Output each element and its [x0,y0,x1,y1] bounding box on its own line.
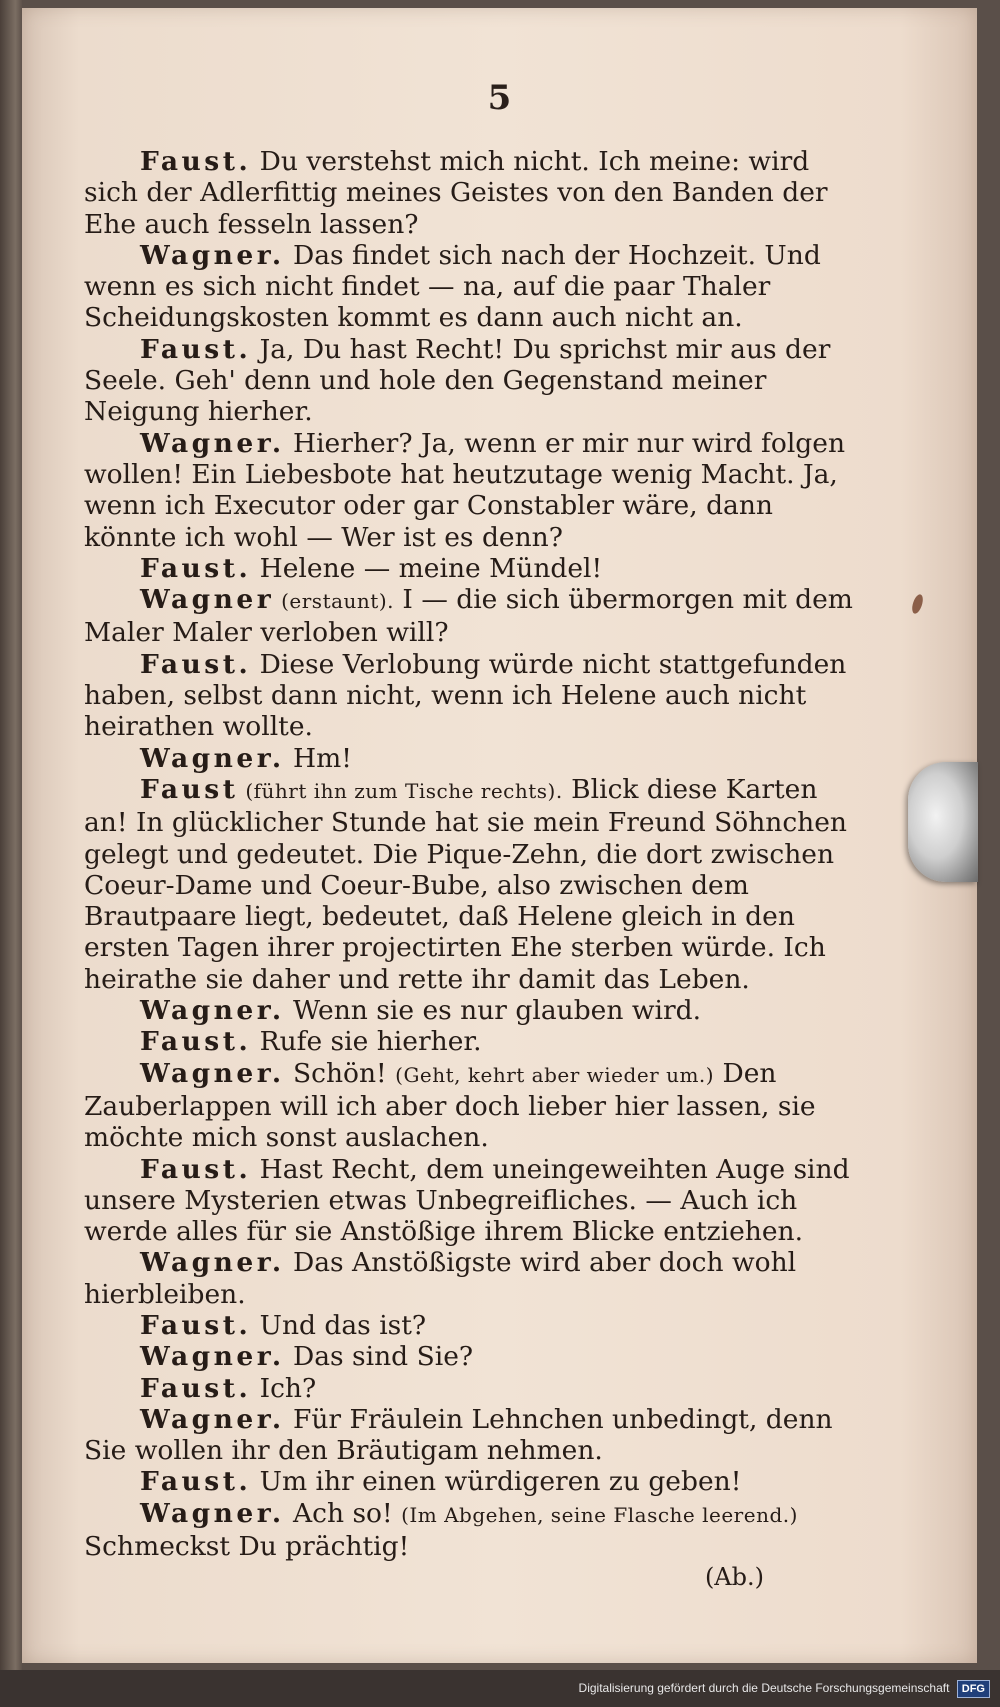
speaker-name: Faust. [140,1026,252,1058]
speaker-name: Faust. [140,1372,252,1404]
dialogue-text: Das findet sich nach der Hochzeit. Und wenn es sich nicht findet — na, auf die paar Thaler Scheidungskosten kommt es dann auch nicht an. [84,239,821,334]
dialogue-text: Schmeckst Du prächtig! [84,1531,410,1563]
dialogue-paragraph [84,995,864,1026]
speaker-name: Faust. [140,648,252,680]
dialogue-paragraph [84,1373,864,1404]
dialogue-paragraph [84,774,864,995]
previous-page-edge [0,0,22,1670]
dialogue-text: Du verstehst mich nicht. Ich meine: wird sich der Adlerfittig meines Geistes von den Banden der Ehe auch fesseln lassen? [84,146,828,240]
dialogue-text: Diese Verlobung würde nicht stattgefunden haben, selbst dann nicht, wenn ich Helene auch nicht heirathen wollte. [84,648,847,743]
speaker-name: Faust. [140,333,252,365]
speaker-name: Faust [140,773,239,805]
speaker-name: Wagner [140,584,275,616]
dfg-logo-icon: DFG [957,1680,990,1698]
book-page [22,8,977,1663]
dialogue-text: Für Fräulein Lehnchen unbedingt, denn Sie wollen ihr den Bräutigam nehmen. [84,1403,833,1467]
dialogue-text: Hm! [284,742,352,774]
dialogue-text: Helene — meine Mündel! [251,552,603,584]
dialogue-text: Rufe sie hierher. [251,1026,482,1058]
dialogue-text: Hast Recht, dem uneingeweihten Auge sind unsere Mysterien etwas Unbegreifliches. — Auch ich werde alles für sie Anstößige ihrem Blicke entziehen. [84,1153,850,1248]
dialogue-text: Und das ist? [251,1309,427,1341]
speaker-name: Faust. [140,146,252,177]
dialogue-text: Hierher? Ja, wenn er mir nur wird folgen wollen! Ein Liebesbote hat heutzutage wenig Macht. Ja, wenn ich Executor oder gar Constabler wäre, dann könnte ich wohl — Wer ist es denn? [84,427,846,553]
dialogue-text: I — die sich übermorgen mit dem Maler Maler verloben will? [84,584,853,649]
dialogue-text: Das sind Sie? [284,1341,474,1373]
dialogue-paragraph [84,240,864,334]
stage-direction: (Geht, kehrt aber wieder um.) [395,1062,715,1087]
exit-stage-direction: (Ab.) [704,1563,764,1592]
page-number: 5 [487,78,512,118]
stage-direction: (führt ihn zum Tische rechts). [238,778,563,803]
dialogue-text: Den Zauberlappen will ich aber doch lieber hier lassen, sie möchte mich sonst auslachen. [84,1057,816,1154]
speaker-name: Wagner. [140,742,285,774]
speaker-name: Faust. [140,552,252,584]
page-clip [908,762,978,882]
speaker-name: Faust. [140,1466,252,1498]
dialogue-paragraph [84,743,864,774]
speaker-name: Wagner. [140,1403,285,1435]
speaker-name: Faust. [140,1153,252,1185]
dialogue-paragraph [84,1466,864,1497]
dialogue-paragraph [84,1404,864,1467]
speaker-name: Wagner. [140,1497,285,1529]
speaker-name: Wagner. [140,1341,285,1373]
dialogue-paragraph [84,1026,864,1057]
dialogue-paragraph [84,334,864,428]
dialogue-paragraph [84,1310,864,1341]
dialogue-paragraph [84,584,864,649]
dialogue-text: Schön! [284,1057,396,1089]
dialogue-paragraph [84,1341,864,1372]
dialogue-paragraph [84,1247,864,1310]
dialogue-paragraph [84,1154,864,1248]
dialogue-text: Wenn sie es nur glauben wird. [284,995,702,1027]
speaker-name: Wagner. [140,1247,285,1279]
dialogue-text: Das Anstößigste wird aber doch wohl hierbleiben. [84,1247,797,1310]
stage-direction: (erstaunt). [274,589,394,614]
dialogue-text: Ich? [251,1372,317,1404]
dialogue-paragraph [84,1058,864,1154]
speaker-name: Faust. [140,1309,252,1341]
dialogue-text: Um ihr einen würdigeren zu geben! [251,1466,742,1498]
dialogue-text: Blick diese Karten an! In glücklicher Stunde hat sie mein Freund Söhnchen gelegt und gedeutet. Die Pique-Zehn, die dort zwischen Coeur-Dame und Coeur-Bube, also zwischen dem Brautpaare liegt, bedeutet, daß Helene gleich in den ersten Tagen ihrer projectirten Ehe sterben würde. Ich heirathe sie daher und rette ihr damit das Leben. [84,773,848,995]
dialogue-paragraph [84,146,864,240]
speaker-name: Wagner. [140,239,285,271]
dialogue-paragraph [84,649,864,743]
speaker-name: Wagner. [140,427,285,459]
dialogue-text: Ach so! [284,1497,402,1529]
speaker-name: Wagner. [140,1057,285,1089]
dialogue-paragraph [84,553,864,584]
dialogue-paragraph [84,1498,864,1563]
dialogue-text: Ja, Du hast Recht! Du sprichst mir aus der Seele. Geh' denn und hole den Gegenstand meiner Neigung hierher. [84,333,831,428]
stage-direction: (Im Abgehen, seine Flasche leerend.) [401,1502,798,1527]
dialogue-paragraph [84,428,864,553]
footer-credit-text: Digitalisierung gefördert durch die Deutsche Forschungsgemeinschaft [578,1681,950,1695]
footer-credit [0,1680,990,1698]
page-text [84,146,864,1594]
speaker-name: Wagner. [140,995,285,1027]
